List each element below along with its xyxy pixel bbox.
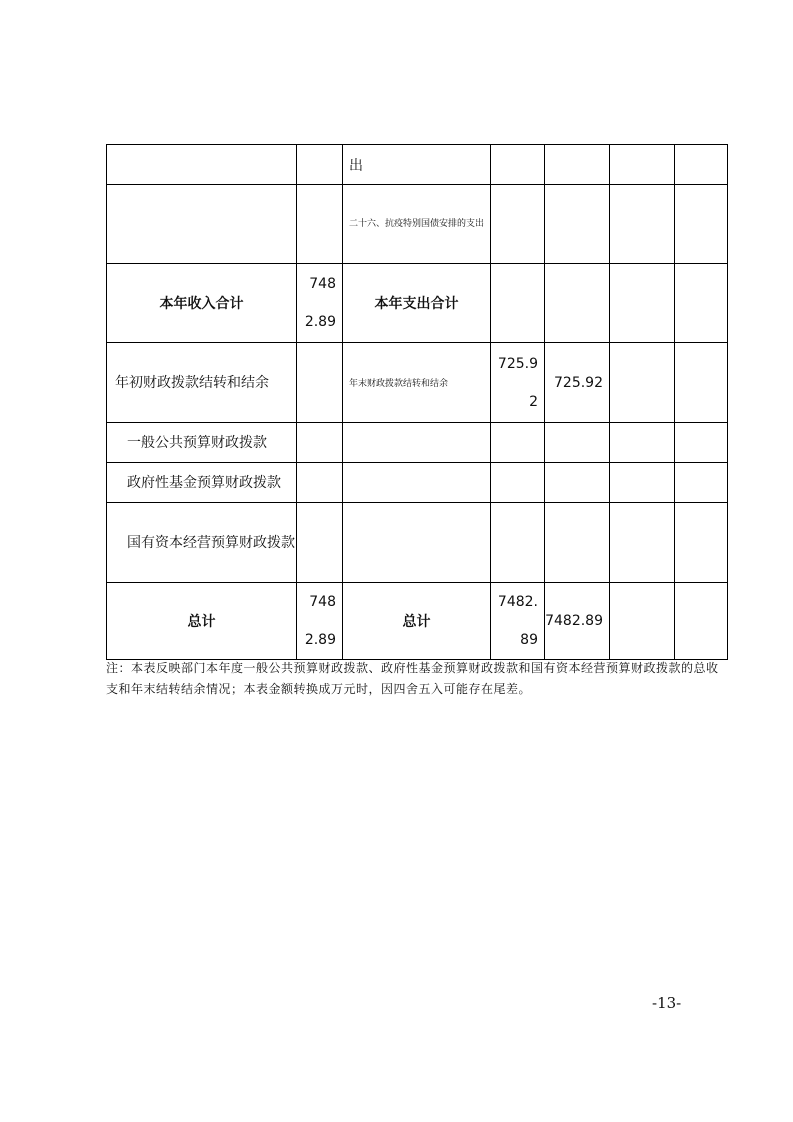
expense-label-cell: 出 (343, 145, 491, 185)
expense-general-cell (545, 463, 610, 503)
expense-general-cell (545, 185, 610, 264)
expense-fund-cell (610, 145, 675, 185)
table-row (107, 463, 728, 503)
income-label-cell (107, 185, 297, 264)
table-row (107, 264, 728, 343)
expense-label-cell (343, 463, 491, 503)
expense-total-cell (491, 145, 545, 185)
income-amount-cell (297, 185, 343, 264)
expense-state-capital-cell (675, 583, 728, 660)
income-label-cell (107, 145, 297, 185)
expense-general-cell (545, 264, 610, 343)
income-amount-cell (297, 145, 343, 185)
expense-label-cell: 二十六、抗疫特别国债安排的支出 (343, 185, 491, 264)
fiscal-appropriation-table (106, 144, 728, 660)
expense-general-cell: 725.92 (545, 343, 610, 423)
expense-total-cell (491, 423, 545, 463)
expense-fund-cell (610, 264, 675, 343)
expense-label-cell: 总计 (343, 583, 491, 660)
income-label-cell: 国有资本经营预算财政拨款 (107, 503, 297, 583)
income-amount-cell (297, 503, 343, 583)
expense-state-capital-cell (675, 264, 728, 343)
expense-fund-cell (610, 463, 675, 503)
expense-general-cell (545, 423, 610, 463)
income-label-cell: 政府性基金预算财政拨款 (107, 463, 297, 503)
table-row (107, 583, 728, 660)
income-amount-cell: 7482.89 (297, 583, 343, 660)
expense-state-capital-cell (675, 463, 728, 503)
expense-total-cell (491, 463, 545, 503)
income-label-cell: 总计 (107, 583, 297, 660)
table-row (107, 503, 728, 583)
expense-label-cell (343, 423, 491, 463)
expense-state-capital-cell (675, 145, 728, 185)
table-row (107, 145, 728, 185)
expense-general-cell: 7482.89 (545, 583, 610, 660)
expense-general-cell (545, 503, 610, 583)
expense-state-capital-cell (675, 185, 728, 264)
income-amount-cell (297, 423, 343, 463)
expense-fund-cell (610, 583, 675, 660)
expense-label-cell (343, 503, 491, 583)
table-row (107, 423, 728, 463)
expense-total-cell: 725.92 (491, 343, 545, 423)
expense-fund-cell (610, 185, 675, 264)
table-row (107, 343, 728, 423)
expense-fund-cell (610, 503, 675, 583)
expense-state-capital-cell (675, 423, 728, 463)
income-label-cell: 一般公共预算财政拨款 (107, 423, 297, 463)
expense-total-cell (491, 503, 545, 583)
expense-label-cell: 年末财政拨款结转和结余 (343, 343, 491, 423)
income-label-cell: 年初财政拨款结转和结余 (107, 343, 297, 423)
income-amount-cell (297, 463, 343, 503)
income-label-cell: 本年收入合计 (107, 264, 297, 343)
expense-total-cell (491, 185, 545, 264)
expense-fund-cell (610, 423, 675, 463)
expense-label-cell: 本年支出合计 (343, 264, 491, 343)
expense-fund-cell (610, 343, 675, 423)
page-number: -13- (652, 994, 682, 1012)
expense-total-cell (491, 264, 545, 343)
income-amount-cell (297, 343, 343, 423)
expense-general-cell (545, 145, 610, 185)
table-note: 注：本表反映部门本年度一般公共预算财政拨款、政府性基金预算财政拨款和国有资本经营预算财政拨款的总收支和年末结转结余情况；本表金额转换成万元时，因四舍五入可能存在尾差。 (106, 661, 719, 696)
table-row (107, 185, 728, 264)
expense-state-capital-cell (675, 343, 728, 423)
income-amount-cell: 7482.89 (297, 264, 343, 343)
expense-state-capital-cell (675, 503, 728, 583)
expense-total-cell: 7482.89 (491, 583, 545, 660)
